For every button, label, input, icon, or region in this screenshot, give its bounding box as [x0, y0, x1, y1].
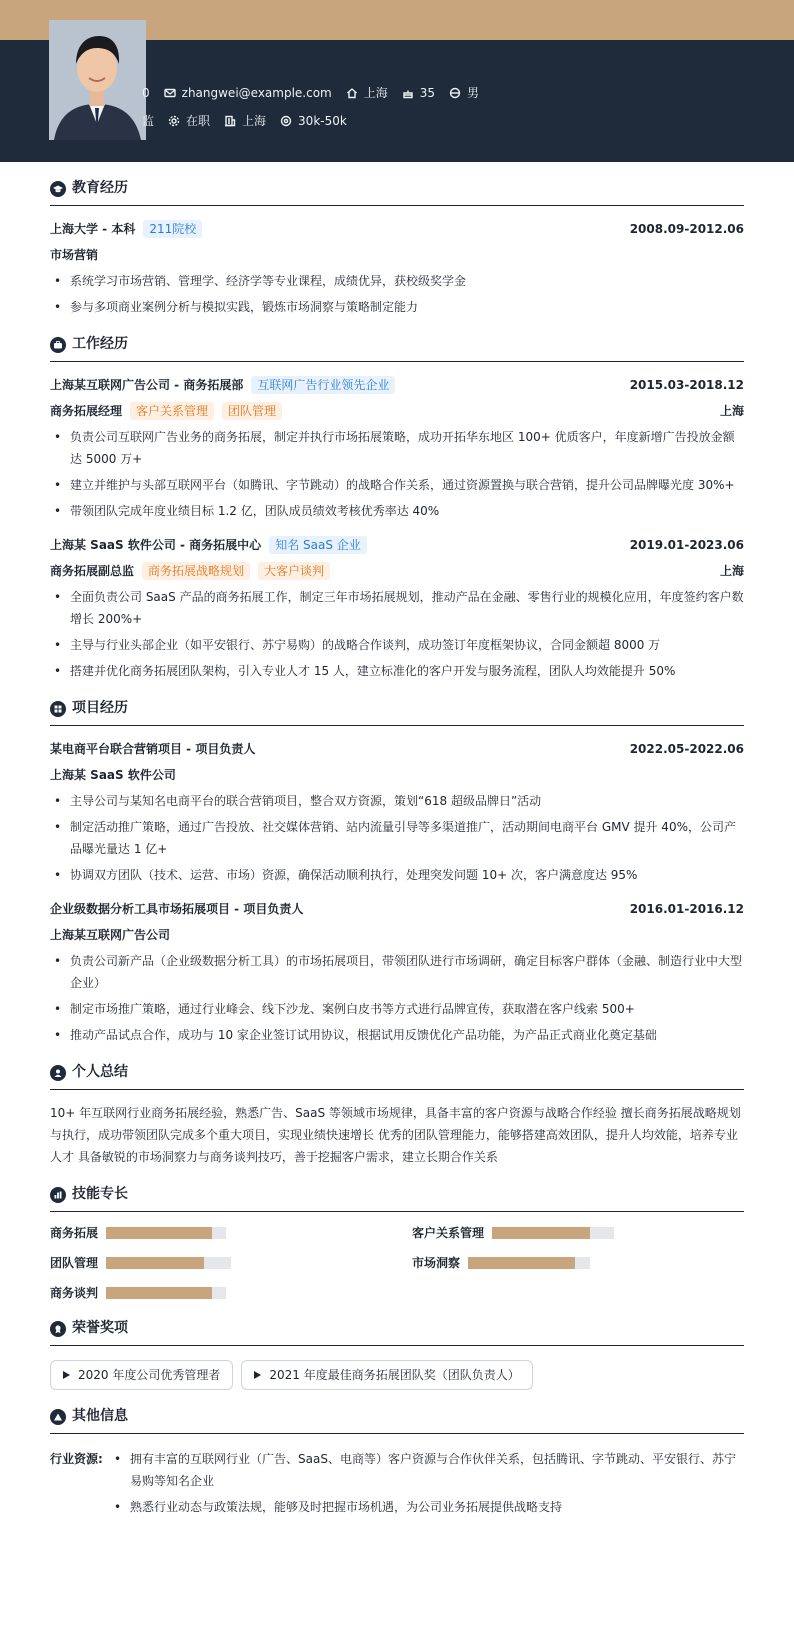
profile-header — [0, 40, 794, 162]
skill-item — [412, 1224, 744, 1242]
section-title: 工作经历 — [72, 336, 128, 352]
list-item: • 拥有丰富的互联网行业（广告、SaaS、电商等）客户资源与合作伙伴关系，包括腾讯、字节跳动、平安银行、苏宁易购等知名企业 — [110, 1448, 744, 1492]
skill-bar-fill — [468, 1257, 575, 1269]
list-item: • 全面负责公司 SaaS 产品的商务拓展工作，制定三年市场拓展规划，推动产品在金融、零售行业的规模化应用，年度签约客户数增长 200%+ — [50, 586, 744, 630]
section-header — [50, 1406, 744, 1434]
work-city-item — [224, 112, 266, 130]
work-entry — [50, 376, 744, 522]
skills-grid — [50, 1224, 744, 1302]
work-bullets — [50, 586, 744, 682]
list-item: • 熟悉行业动态与政策法规，能够及时把握市场机遇，为公司业务拓展提供战略支持 — [110, 1496, 744, 1518]
summary-text: 10+ 年互联网行业商务拓展经验，熟悉广告、SaaS 等领域市场规律，具备丰富的客户资源与战略合作经验 擅长商务拓展战略规划与执行，成功带领团队完成多个重大项目，实现业绩快速增长 优秀的团队管理能力，能够搭建高效团队，提升人均效能，培养专业人才 具备敏锐的市场洞察力与商务谈判技巧，善于挖掘客户需求，建立长期合作关系 — [50, 1106, 741, 1164]
section-title: 项目经历 — [72, 700, 128, 716]
school-tag: 211院校 — [143, 220, 202, 238]
skill-bar — [106, 1227, 226, 1239]
list-item: • 负责公司互联网广告业务的商务拓展，制定并执行市场拓展策略，成功开拓华东地区 100+ 优质客户，年度新增广告投放金额达 5000 万+ — [50, 426, 744, 470]
gender-value: 男 — [467, 86, 480, 100]
list-item: • 主导公司与某知名电商平台的联合营销项目，整合双方资源，策划“618 超级品牌日”活动 — [50, 790, 744, 812]
work-location: 上海 — [719, 404, 744, 418]
skill-bar-fill — [106, 1227, 212, 1239]
awards-list — [50, 1360, 744, 1390]
skill-item — [50, 1254, 382, 1272]
education-section — [50, 178, 744, 318]
section-title: 荣誉奖项 — [72, 1320, 128, 1336]
list-item: • 搭建并优化商务拓展团队架构，引入专业人才 15 人，建立标准化的客户开发与服务流程，团队人均效能提升 50% — [50, 660, 744, 682]
list-item: • 协调双方团队（技术、运营、市场）资源，确保活动顺利执行，处理突发问题 10+ 次，客户满意度达 95% — [50, 864, 744, 886]
list-item: • 制定市场推广策略，通过行业峰会、线下沙龙、案例白皮书等方式进行品牌宣传，获取潜在客户线索 500+ — [50, 998, 744, 1020]
list-item: • 带领团队完成年度业绩目标 1.2 亿，团队成员绩效考核优秀率达 40% — [50, 500, 744, 522]
section-header — [50, 698, 744, 726]
email-value: zhangwei@example.com — [181, 86, 332, 100]
section-header — [50, 334, 744, 362]
section-title: 技能专长 — [72, 1186, 128, 1202]
skill-bar — [468, 1257, 590, 1269]
other-label: 行业资源: — [50, 1452, 103, 1466]
email-item — [164, 84, 332, 102]
gear-icon — [168, 115, 180, 127]
list-item: • 主导与行业头部企业（如平安银行、苏宁易购）的战略合作谈判，成功签订年度框架协议，合同金额超 8000 万 — [50, 634, 744, 656]
city-value: 上海 — [363, 86, 388, 100]
triangle-right-icon — [254, 1371, 261, 1379]
project-bullets — [50, 790, 744, 886]
gender-icon — [449, 87, 461, 99]
work-date: 2019.01-2023.06 — [629, 538, 744, 552]
project-name: 某电商平台联合营销项目 - 项目负责人 — [50, 742, 256, 756]
project-bullets — [50, 950, 744, 1046]
role-name: 商务拓展副总监 — [50, 564, 135, 578]
education-date: 2008.09-2012.06 — [629, 222, 744, 236]
status-value: 在职 — [186, 114, 211, 128]
projects-section — [50, 698, 744, 1046]
role-name: 商务拓展经理 — [50, 404, 123, 418]
skill-name: 商务谈判 — [50, 1286, 99, 1300]
award-icon — [50, 1321, 66, 1337]
work-location: 上海 — [719, 564, 744, 578]
company-tag: 互联网广告行业领先企业 — [251, 376, 395, 394]
phone-item — [142, 84, 150, 102]
list-item: • 负责公司新产品（企业级数据分析工具）的市场拓展项目，带领团队进行市场调研，确定目标客户群体（金融、制造行业中大型企业） — [50, 950, 744, 994]
briefcase-icon — [50, 337, 66, 353]
age-item — [402, 84, 435, 102]
list-item: • 制定活动推广策略，通过广告投放、社交媒体营销、站内流量引导等多渠道推广，活动期间电商平台 GMV 提升 40%，公司产品曝光量达 1 亿+ — [50, 816, 744, 860]
section-title: 教育经历 — [72, 180, 128, 196]
role-tag: 客户关系管理 — [130, 402, 214, 420]
awards-section — [50, 1318, 744, 1390]
building-icon — [224, 115, 236, 127]
city-item — [346, 84, 388, 102]
school-name: 上海大学 - 本科 — [50, 222, 136, 236]
salary-item — [280, 112, 347, 130]
project-org: 上海某互联网广告公司 — [50, 928, 171, 942]
skill-name: 客户关系管理 — [412, 1226, 485, 1240]
work-bullets — [50, 426, 744, 522]
role-tag: 大客户谈判 — [258, 562, 330, 580]
salary-value: 30k-50k — [298, 114, 347, 128]
skill-bar — [106, 1287, 226, 1299]
status-item — [168, 112, 210, 130]
section-header — [50, 1184, 744, 1212]
bar-chart-icon — [50, 1187, 66, 1203]
coin-icon — [280, 115, 292, 127]
grid-icon — [50, 701, 66, 717]
section-title: 个人总结 — [72, 1064, 128, 1080]
home-icon — [346, 87, 358, 99]
other-info-row — [50, 1448, 744, 1518]
work-city-value: 上海 — [242, 114, 267, 128]
work-section — [50, 334, 744, 682]
section-title: 其他信息 — [72, 1408, 128, 1424]
position-value: 监 — [142, 114, 155, 128]
contact-row — [142, 84, 479, 102]
company-name: 上海某互联网广告公司 - 商务拓展部 — [50, 378, 244, 392]
skill-bar-fill — [492, 1227, 590, 1239]
phone-value: 0 — [142, 86, 150, 100]
award-label: 2021 年度最佳商务拓展团队奖（团队负责人） — [269, 1368, 520, 1382]
role-tag: 商务拓展战略规划 — [142, 562, 250, 580]
triangle-right-icon — [63, 1371, 70, 1379]
list-item: • 建立并维护与头部互联网平台（如腾讯、字节跳动）的战略合作关系，通过资源置换与联合营销，提升公司品牌曝光度 30%+ — [50, 474, 744, 496]
skill-bar-fill — [106, 1287, 212, 1299]
project-date: 2016.01-2016.12 — [629, 902, 744, 916]
avatar-portrait — [49, 20, 146, 140]
list-item: • 系统学习市场营销、管理学、经济学等专业课程，成绩优异，获校级奖学金 — [50, 270, 744, 292]
project-org: 上海某 SaaS 软件公司 — [50, 768, 176, 782]
gender-item — [449, 84, 479, 102]
cake-icon — [402, 87, 414, 99]
role-tag: 团队管理 — [222, 402, 282, 420]
age-value: 35 — [419, 86, 436, 100]
project-name: 企业级数据分析工具市场拓展项目 - 项目负责人 — [50, 902, 304, 916]
work-entry — [50, 536, 744, 682]
award-label: 2020 年度公司优秀管理者 — [78, 1368, 221, 1382]
other-section — [50, 1406, 744, 1518]
list-item: • 推动产品试点合作，成功与 10 家企业签订试用协议，根据试用反馈优化产品功能，为产品正式商业化奠定基础 — [50, 1024, 744, 1046]
award-chip — [50, 1360, 233, 1390]
skill-item — [50, 1284, 382, 1302]
tent-icon — [50, 1409, 66, 1425]
section-header — [50, 1062, 744, 1090]
skills-section — [50, 1184, 744, 1302]
company-name: 上海某 SaaS 软件公司 - 商务拓展中心 — [50, 538, 262, 552]
skill-bar — [106, 1257, 231, 1269]
job-row — [142, 112, 347, 130]
skill-bar-fill — [106, 1257, 204, 1269]
section-header — [50, 1318, 744, 1346]
work-date: 2015.03-2018.12 — [629, 378, 744, 392]
major-name: 市场营销 — [50, 248, 99, 262]
position-item — [142, 112, 154, 130]
project-entry — [50, 900, 744, 1046]
user-icon — [50, 1065, 66, 1081]
skill-name: 团队管理 — [50, 1256, 99, 1270]
education-bullets — [50, 270, 744, 318]
skill-name: 市场洞察 — [412, 1256, 461, 1270]
mail-icon — [164, 87, 176, 99]
company-tag: 知名 SaaS 企业 — [269, 536, 367, 554]
skill-item — [50, 1224, 382, 1242]
project-entry — [50, 740, 744, 886]
other-bullets — [110, 1444, 744, 1518]
education-entry — [50, 220, 744, 318]
project-date: 2022.05-2022.06 — [629, 742, 744, 756]
section-header — [50, 178, 744, 206]
profile-photo — [49, 20, 146, 140]
skill-bar — [492, 1227, 614, 1239]
graduation-cap-icon — [50, 181, 66, 197]
resume-body — [0, 178, 794, 1518]
award-chip — [241, 1360, 532, 1390]
list-item: • 参与多项商业案例分析与模拟实践，锻炼市场洞察与策略制定能力 — [50, 296, 744, 318]
summary-section — [50, 1062, 744, 1168]
skill-name: 商务拓展 — [50, 1226, 99, 1240]
skill-item — [412, 1254, 744, 1272]
